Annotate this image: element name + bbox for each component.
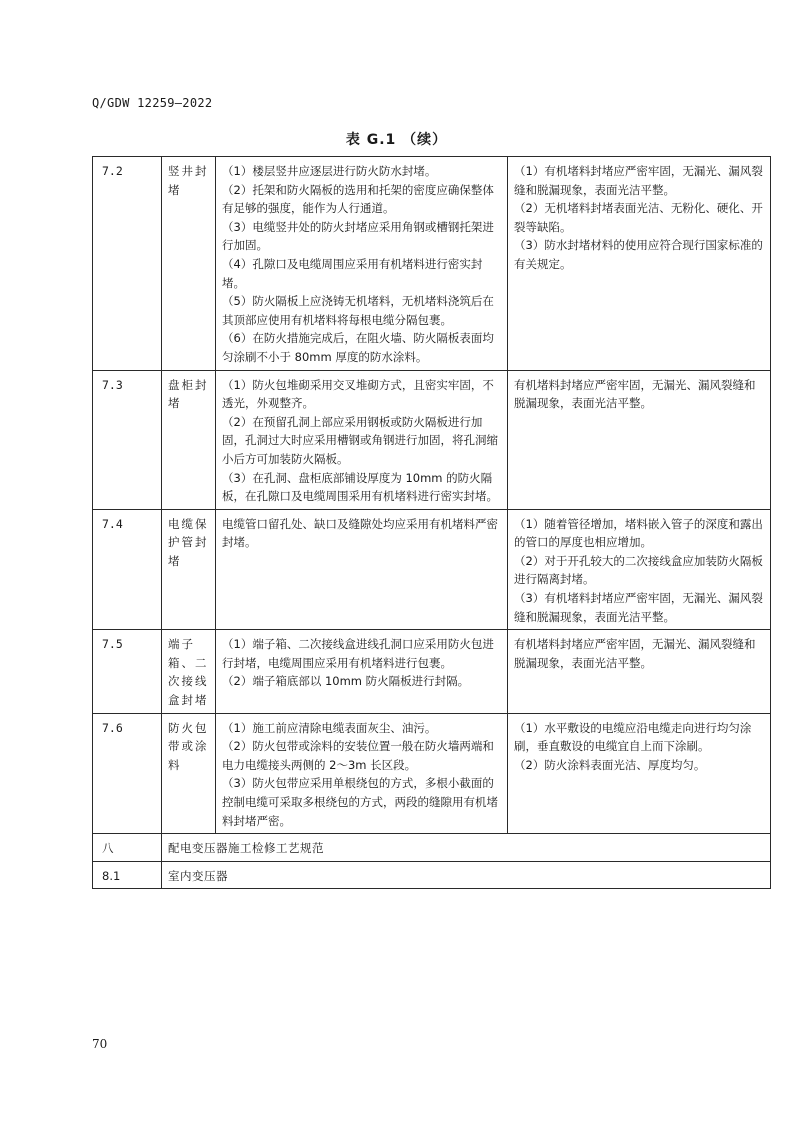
- row-item-name: 防火包带或涂料: [162, 713, 216, 834]
- standard-code: Q/GDW 12259—2022: [92, 96, 213, 110]
- section-title: 室内变压器: [162, 861, 771, 889]
- acceptance-item: （1）有机堵料封堵应严密牢固，无漏光、漏风裂缝和脱漏现象，表面光洁平整。: [514, 164, 763, 197]
- table-title: 表 G.1 （续）: [345, 132, 448, 148]
- process-requirements: [216, 630, 508, 713]
- acceptance-item: （3）有机堵料封堵应严密牢固，无漏光、漏风裂缝和脱漏现象，表面光洁平整。: [514, 591, 763, 624]
- table-row: [93, 713, 771, 834]
- acceptance-item: 有机堵料封堵应严密牢固，无漏光、漏风裂缝和脱漏现象，表面光洁平整。: [514, 637, 756, 670]
- acceptance-item: （3）防水封堵材料的使用应符合现行国家标准的有关规定。: [514, 238, 763, 271]
- requirement-item: （1）楼层竖井应逐层进行防火防水封堵。: [222, 164, 437, 178]
- row-number: 7.6: [93, 713, 162, 834]
- section-number: 8.1: [93, 861, 162, 889]
- table-row: [93, 509, 771, 630]
- requirement-item: （3）防火包带应采用单根绕包的方式，多根小截面的控制电缆可采取多根绕包的方式，两段的缝隙用有机堵料封堵严密。: [222, 776, 498, 828]
- acceptance-item: 有机堵料封堵应严密牢固，无漏光、漏风裂缝和脱漏现象，表面光洁平整。: [514, 377, 756, 411]
- process-requirements: [216, 157, 508, 371]
- acceptance-item: （2）防火涂料表面光洁、厚度均匀。: [514, 757, 706, 772]
- process-requirements: [216, 713, 508, 834]
- table-row: [93, 630, 771, 713]
- row-number: 7.4: [93, 509, 162, 630]
- acceptance-criteria: [508, 157, 771, 371]
- acceptance-item: （2）无机堵料封堵表面光洁、无粉化、硬化、开裂等缺陷。: [514, 201, 763, 234]
- row-item-name: 端子箱、二次接线盒封堵: [162, 630, 216, 713]
- requirement-item: （4）孔隙口及电缆周围应采用有机堵料进行密实封堵。: [222, 256, 483, 290]
- requirement-item: （2）端子箱底部以 10mm 防火隔板进行封隔。: [222, 674, 470, 689]
- requirement-item: （2）在预留孔洞上部应采用钢板或防火隔板进行加固，孔洞过大时应采用槽钢或角钢进行加固，将孔洞缩小后方可加装防火隔板。: [222, 414, 498, 466]
- section-number: 八: [93, 834, 162, 862]
- section-title: 配电变压器施工检修工艺规范: [162, 834, 771, 862]
- requirement-item: （3）在孔洞、盘柜底部铺设厚度为 10mm 的防火隔板，在孔隙口及电缆周围采用有机堵料进行密实封堵。: [222, 470, 498, 504]
- requirement-item: （1）施工前应清除电缆表面灰尘、油污。: [222, 720, 437, 735]
- row-number: 7.2: [93, 157, 162, 371]
- page-number: 70: [92, 1037, 108, 1051]
- requirement-item: （2）防火包带或涂料的安装位置一般在防火墙两端和电力电缆接头两侧的 2～3m 长区段。: [222, 739, 494, 772]
- requirement-item: （6）在防火措施完成后，在阻火墙、防火隔板表面均匀涂刷不小于 80mm 厚度的防水涂料。: [222, 331, 494, 364]
- acceptance-criteria: [508, 630, 771, 713]
- process-requirements: [216, 370, 508, 509]
- table-row: [93, 157, 771, 371]
- process-requirements: [216, 509, 508, 630]
- acceptance-item: （1）水平敷设的电缆应沿电缆走向进行均匀涂刷，垂直敷设的电缆宜自上而下涂刷。: [514, 720, 752, 754]
- row-item-name: 电缆保护管封堵: [162, 509, 216, 630]
- acceptance-item: （2）对于开孔较大的二次接线盒应加装防火隔板进行隔离封堵。: [514, 553, 763, 587]
- process-spec-table: [92, 156, 771, 889]
- row-item-name: 盘柜封堵: [162, 370, 216, 509]
- requirement-item: （5）防火隔板上应浇铸无机堵料，无机堵料浇筑后在其顶部应使用有机堵料将每根电缆分隔包裹。: [222, 294, 494, 327]
- section-row: [93, 861, 771, 889]
- acceptance-criteria: [508, 509, 771, 630]
- section-row: [93, 834, 771, 862]
- row-number: 7.5: [93, 630, 162, 713]
- row-item-name: 竖井封堵: [162, 157, 216, 371]
- requirement-item: 电缆管口留孔处、缺口及缝隙处均应采用有机堵料严密封堵。: [222, 516, 498, 550]
- requirement-item: （2）托架和防火隔板的选用和托架的密度应确保整体有足够的强度，能作为人行通道。: [222, 182, 494, 216]
- acceptance-criteria: [508, 713, 771, 834]
- requirement-item: （1）防火包堆砌采用交叉堆砌方式，且密实牢固，不透光，外观整齐。: [222, 377, 494, 411]
- acceptance-criteria: [508, 370, 771, 509]
- requirement-item: （1）端子箱、二次接线盒进线孔洞口应采用防火包进行封堵，电缆周围应采用有机堵料进行包裹。: [222, 637, 494, 670]
- requirement-item: （3）电缆竖井处的防火封堵应采用角钢或槽钢托架进行加固。: [222, 219, 494, 253]
- table-row: [93, 370, 771, 509]
- acceptance-item: （1）随着管径增加，堵料嵌入管子的深度和露出的管口的厚度也相应增加。: [514, 516, 763, 550]
- row-number: 7.3: [93, 370, 162, 509]
